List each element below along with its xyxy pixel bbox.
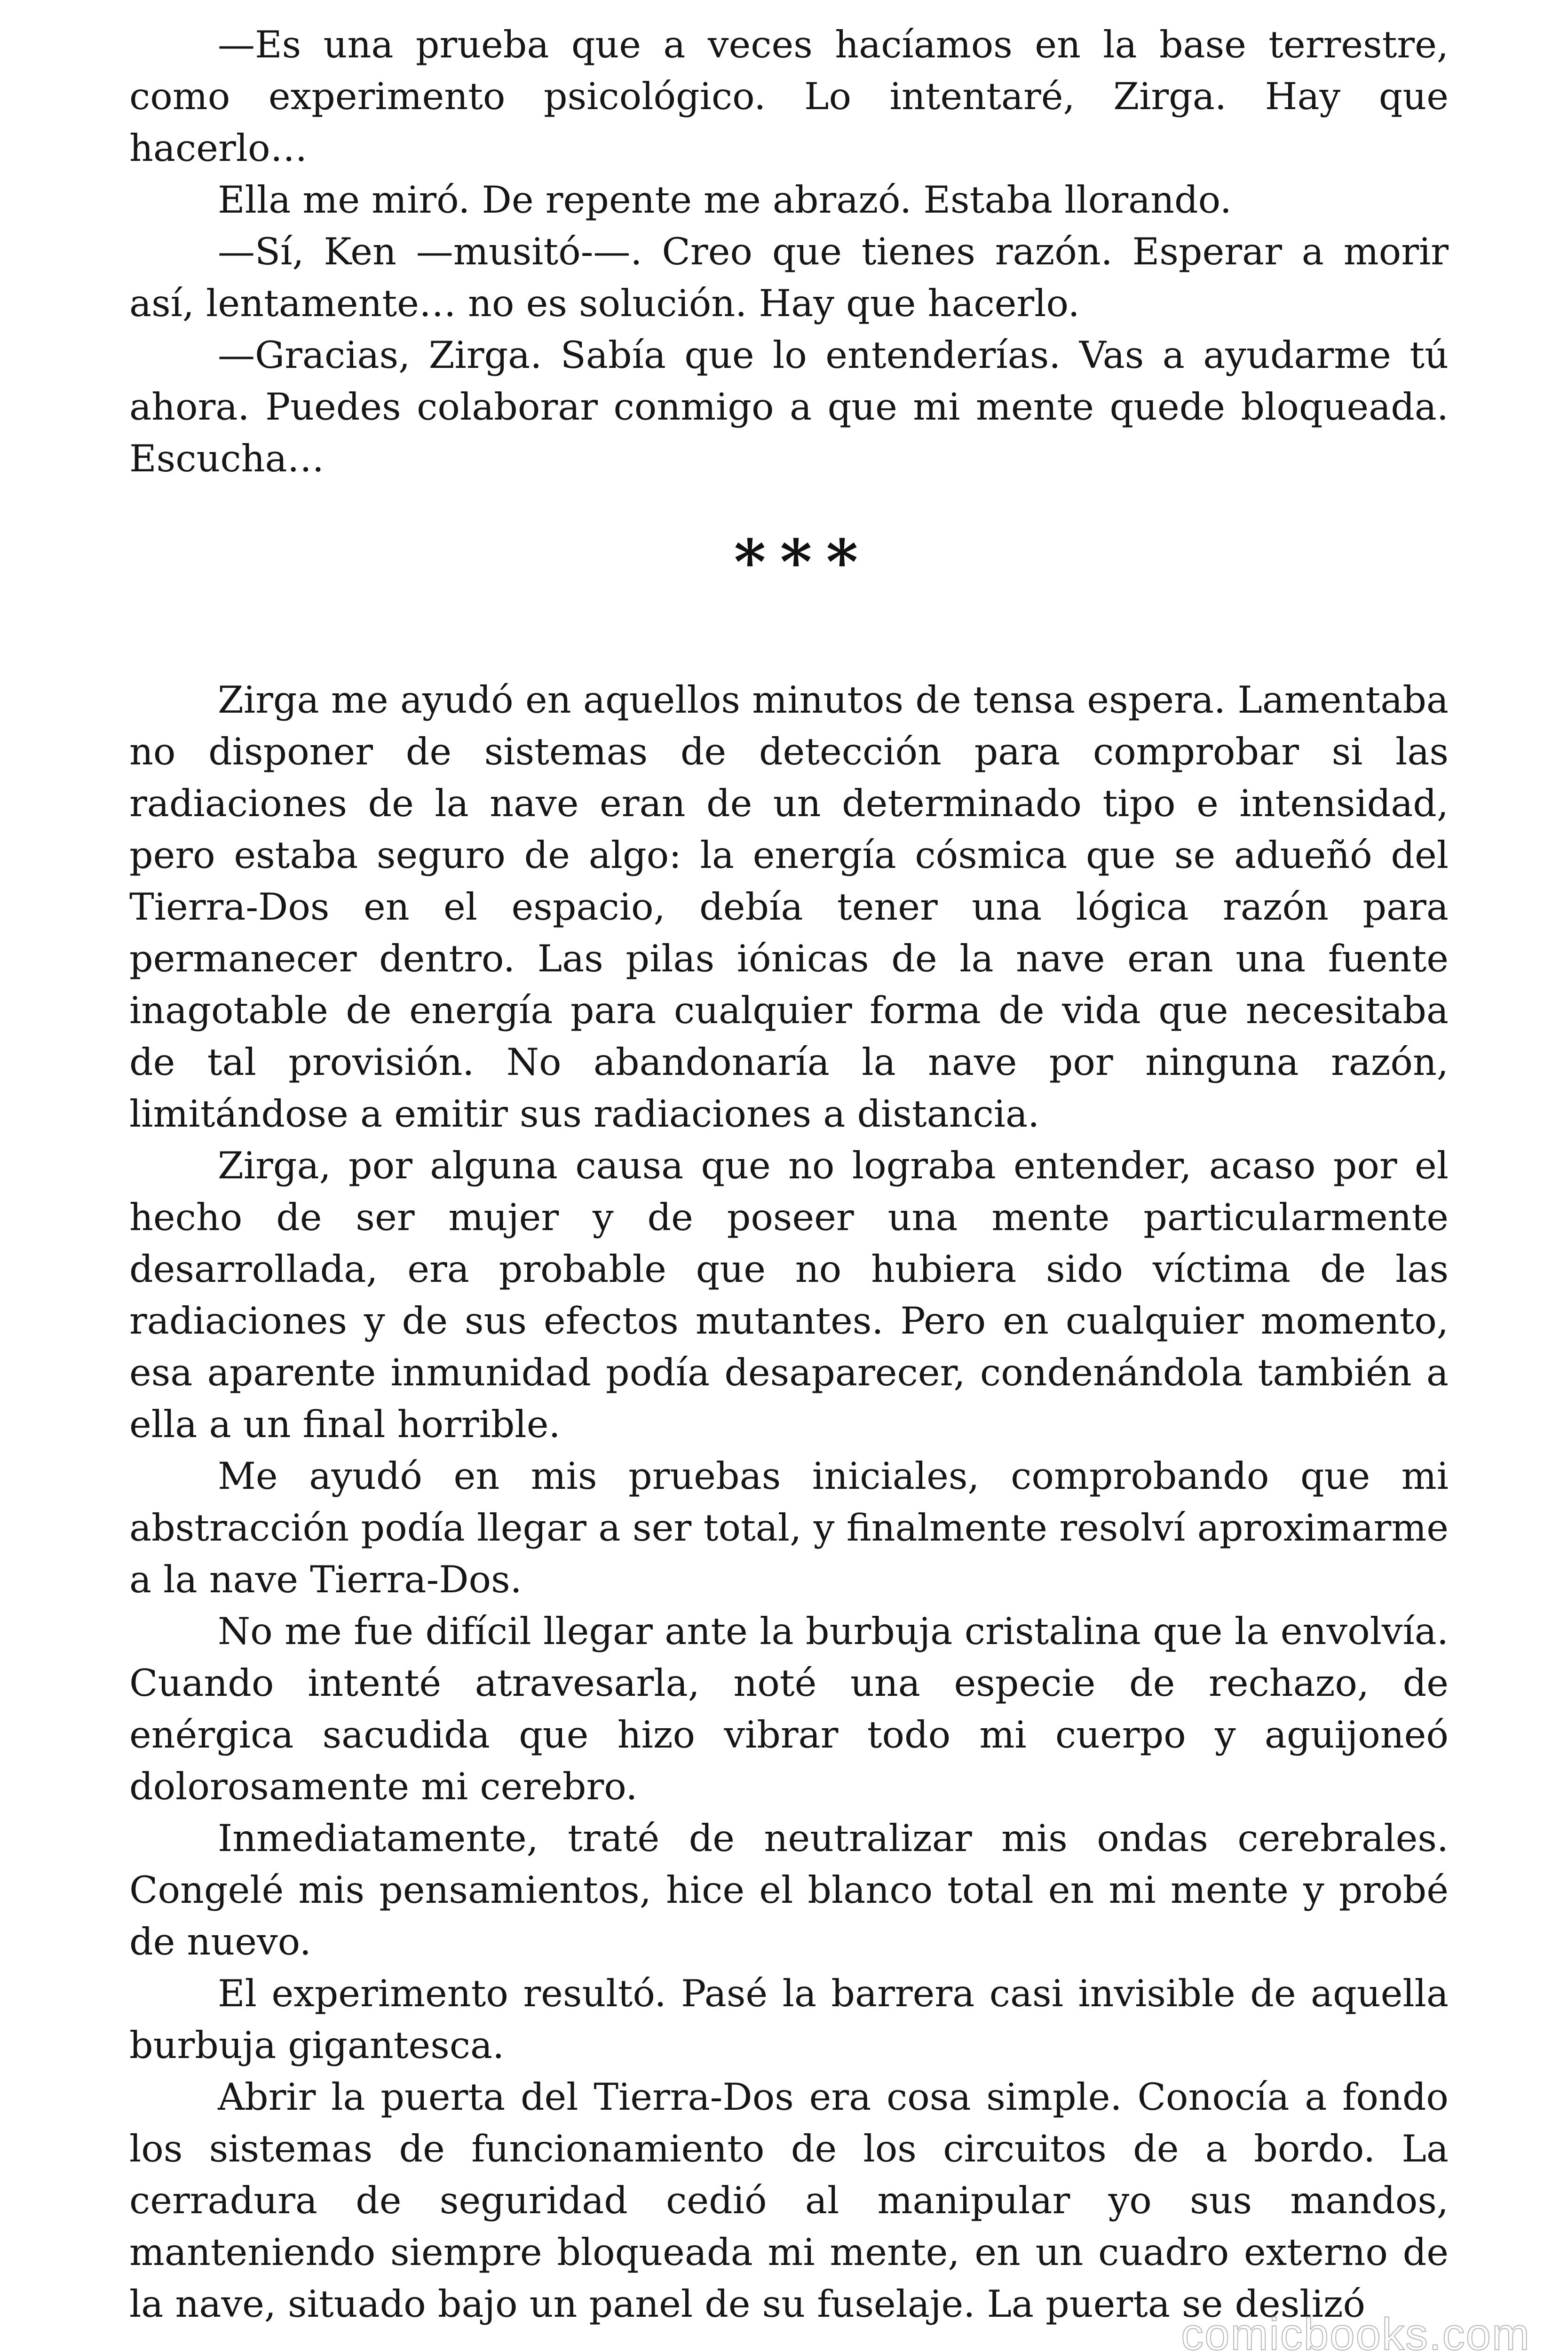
paragraph: Ella me miró. De repente me abrazó. Estaba llorando. <box>218 178 1232 222</box>
paragraph: —Es una prueba que a veces hacíamos en la base terrestre, como experimento psicológico. Lo intentaré, Zirga. Hay que hacerlo… <box>129 23 1449 170</box>
paragraph: Inmediatamente, traté de neutralizar mis ondas cerebrales. Congelé mis pensamientos, hice el blanco total en mi mente y probé de nuevo. <box>129 1817 1449 1963</box>
text-block-top <box>129 19 1449 485</box>
paragraph: El experimento resultó. Pasé la barrera casi invisible de aquella burbuja gigantesca. <box>129 1972 1449 2067</box>
paragraph: —Gracias, Zirga. Sabía que lo entenderías. Vas a ayudarme tú ahora. Puedes colaborar conmigo a que mi mente quede bloqueada. Escucha… <box>129 334 1449 480</box>
paragraph: Me ayudó en mis pruebas iniciales, comprobando que mi abstracción podía llegar a ser total, y finalmente resolví aproximarme a la nave Tierra-Dos. <box>129 1454 1449 1601</box>
paragraph: Abrir la puerta del Tierra-Dos era cosa simple. Conocía a fondo los sistemas de funcionamiento de los circuitos de a bordo. La cerradura de seguridad cedió al manipular yo sus mandos, manteniendo siempre bloqueada mi mente, en un cuadro externo de la nave, situado bajo un panel de su fuselaje. La puerta se deslizó <box>129 2075 1449 2326</box>
watermark: comicbooks.com <box>1181 2309 1530 2352</box>
section-separator: *** <box>734 526 872 598</box>
text-block-bottom <box>129 674 1449 2330</box>
paragraph: No me fue difícil llegar ante la burbuja cristalina que la envolvía. Cuando intenté atravesarla, noté una especie de rechazo, de enérgica sacudida que hizo vibrar todo mi cuerpo y aguijoneó dolorosamente mi cerebro. <box>129 1610 1449 1808</box>
paragraph: —Sí, Ken —musitó-—. Creo que tienes razón. Esperar a morir así, lentamente… no es solución. Hay que hacerlo. <box>129 230 1449 325</box>
paragraph: Zirga, por alguna causa que no lograba entender, acaso por el hecho de ser mujer y de poseer una mente particularmente desarrollada, era probable que no hubiera sido víctima de las radiaciones y de sus efectos mutantes. Pero en cualquier momento, esa aparente inmunidad podía desaparecer, condenándola también a ella a un final horrible. <box>129 1144 1449 1446</box>
paragraph: Zirga me ayudó en aquellos minutos de tensa espera. Lamentaba no disponer de sistemas de detección para comprobar si las radiaciones de la nave eran de un determinado tipo e intensidad, pero estaba seguro de algo: la energía cósmica que se adueñó del Tierra-Dos en el espacio, debía tener una lógica razón para permanecer dentro. Las pilas iónicas de la nave eran una fuente inagotable de energía para cualquier forma de vida que necesitaba de tal provisión. No abandonaría la nave por ninguna razón, limitándose a emitir sus radiaciones a distancia. <box>129 678 1449 1136</box>
